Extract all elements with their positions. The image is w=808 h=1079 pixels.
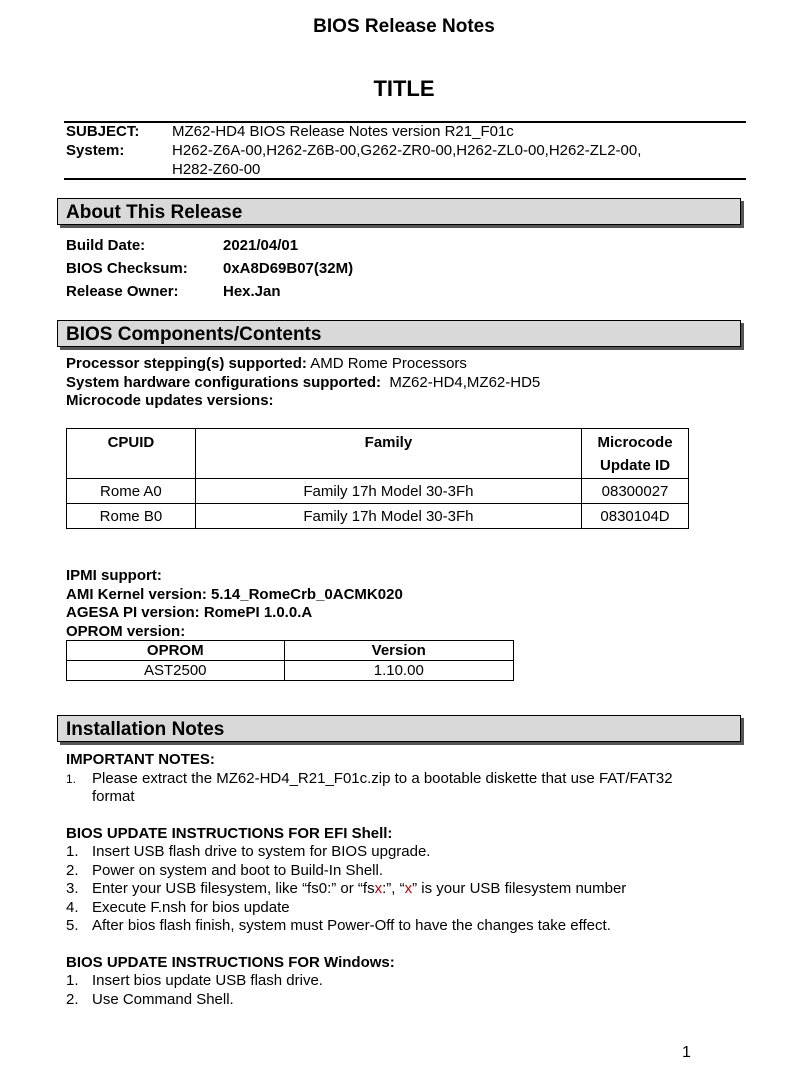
release-owner-value: Hex.Jan [223, 283, 281, 300]
subject-block [66, 122, 746, 179]
table-cell: Family 17h Model 30-3Fh [195, 504, 581, 529]
list-item: 5. After bios flash finish, system must Power-Off to have the changes take effect. [66, 917, 611, 934]
table-cell: Family 17h Model 30-3Fh [195, 479, 581, 504]
section-heading-installation: Installation Notes [57, 715, 741, 742]
table-header-version: Version [284, 641, 513, 661]
checksum-value: 0xA8D69B07(32M) [223, 260, 354, 277]
table-row [67, 661, 514, 681]
processor-label: Processor stepping(s) supported: [66, 355, 307, 372]
section-heading-components: BIOS Components/Contents [57, 320, 741, 347]
processor-value: AMD Rome Processors [306, 355, 467, 372]
list-item: 1. Insert bios update USB flash drive. [66, 972, 323, 989]
table-cell: 08300027 [582, 479, 689, 504]
section-heading-about: About This Release [57, 198, 741, 225]
ami-kernel-version: AMI Kernel version: 5.14_RomeCrb_0ACMK020 [66, 585, 403, 603]
subject-value: MZ62-HD4 BIOS Release Notes version R21_F01c [172, 123, 514, 140]
subject-label: SUBJECT: [66, 123, 140, 140]
table-cell: AST2500 [67, 661, 285, 681]
page-number: 1 [682, 1044, 691, 1061]
important-notes-label: IMPORTANT NOTES: [66, 751, 215, 768]
about-details [66, 234, 353, 303]
build-date-value: 2021/04/01 [223, 237, 299, 254]
list-item: 1. Insert USB flash drive to system for BIOS upgrade. [66, 843, 431, 860]
list-item: 2. Power on system and boot to Build-In Shell. [66, 861, 383, 879]
hardware-value: MZ62-HD4,MZ62-HD5 [381, 373, 541, 391]
microcode-table [66, 428, 689, 529]
hardware-label: System hardware configurations supported: [66, 373, 382, 391]
oprom-table [66, 640, 514, 681]
installation-notes [66, 751, 746, 1009]
table-header-family: Family [195, 429, 581, 479]
efi-instructions-heading: BIOS UPDATE INSTRUCTIONS FOR EFI Shell: [66, 824, 393, 842]
divider [64, 178, 746, 180]
list-item: 1. Please extract the MZ62-HD4_R21_F01c.zip to a bootable diskette that use FAT/FAT32 format [66, 769, 673, 805]
list-item: 4. Execute F.nsh for bios update [66, 898, 290, 916]
release-owner-label: Release Owner: [66, 283, 179, 300]
list-item: 3. Enter your USB filesystem, like “fs0:” or “fsx:”, “x” is your USB filesystem number [66, 880, 627, 897]
oprom-label: OPROM version: [66, 622, 186, 640]
components-info [66, 355, 746, 411]
table-cell: Rome B0 [67, 504, 196, 529]
windows-instructions-heading: BIOS UPDATE INSTRUCTIONS FOR Windows: [66, 953, 395, 971]
build-date-label: Build Date: [66, 237, 146, 254]
checksum-label: BIOS Checksum: [66, 260, 188, 277]
table-header-oprom: OPROM [67, 641, 285, 661]
page-header-title: BIOS Release Notes [313, 16, 495, 37]
system-value-line1: H262-Z6A-00,H262-Z6B-00,G262-ZR0-00,H262-ZL0-00,H262-ZL2-00, [172, 142, 642, 159]
table-row [67, 504, 689, 529]
table-row [67, 479, 689, 504]
list-item: 2. Use Command Shell. [66, 990, 234, 1008]
microcode-label: Microcode updates versions: [66, 392, 274, 409]
table-header-cpuid: CPUID [67, 429, 196, 479]
ipmi-label: IPMI support: [66, 567, 162, 584]
table-header-microcode: Microcode Update ID [582, 429, 689, 479]
agesa-version: AGESA PI version: RomePI 1.0.0.A [66, 604, 313, 621]
system-value-line2: H282-Z60-00 [172, 161, 261, 178]
document-title: TITLE [373, 76, 435, 101]
table-cell: Rome A0 [67, 479, 196, 504]
system-label: System: [66, 142, 125, 159]
table-cell: 1.10.00 [284, 661, 513, 681]
table-cell: 0830104D [582, 504, 689, 529]
firmware-info [66, 567, 746, 641]
